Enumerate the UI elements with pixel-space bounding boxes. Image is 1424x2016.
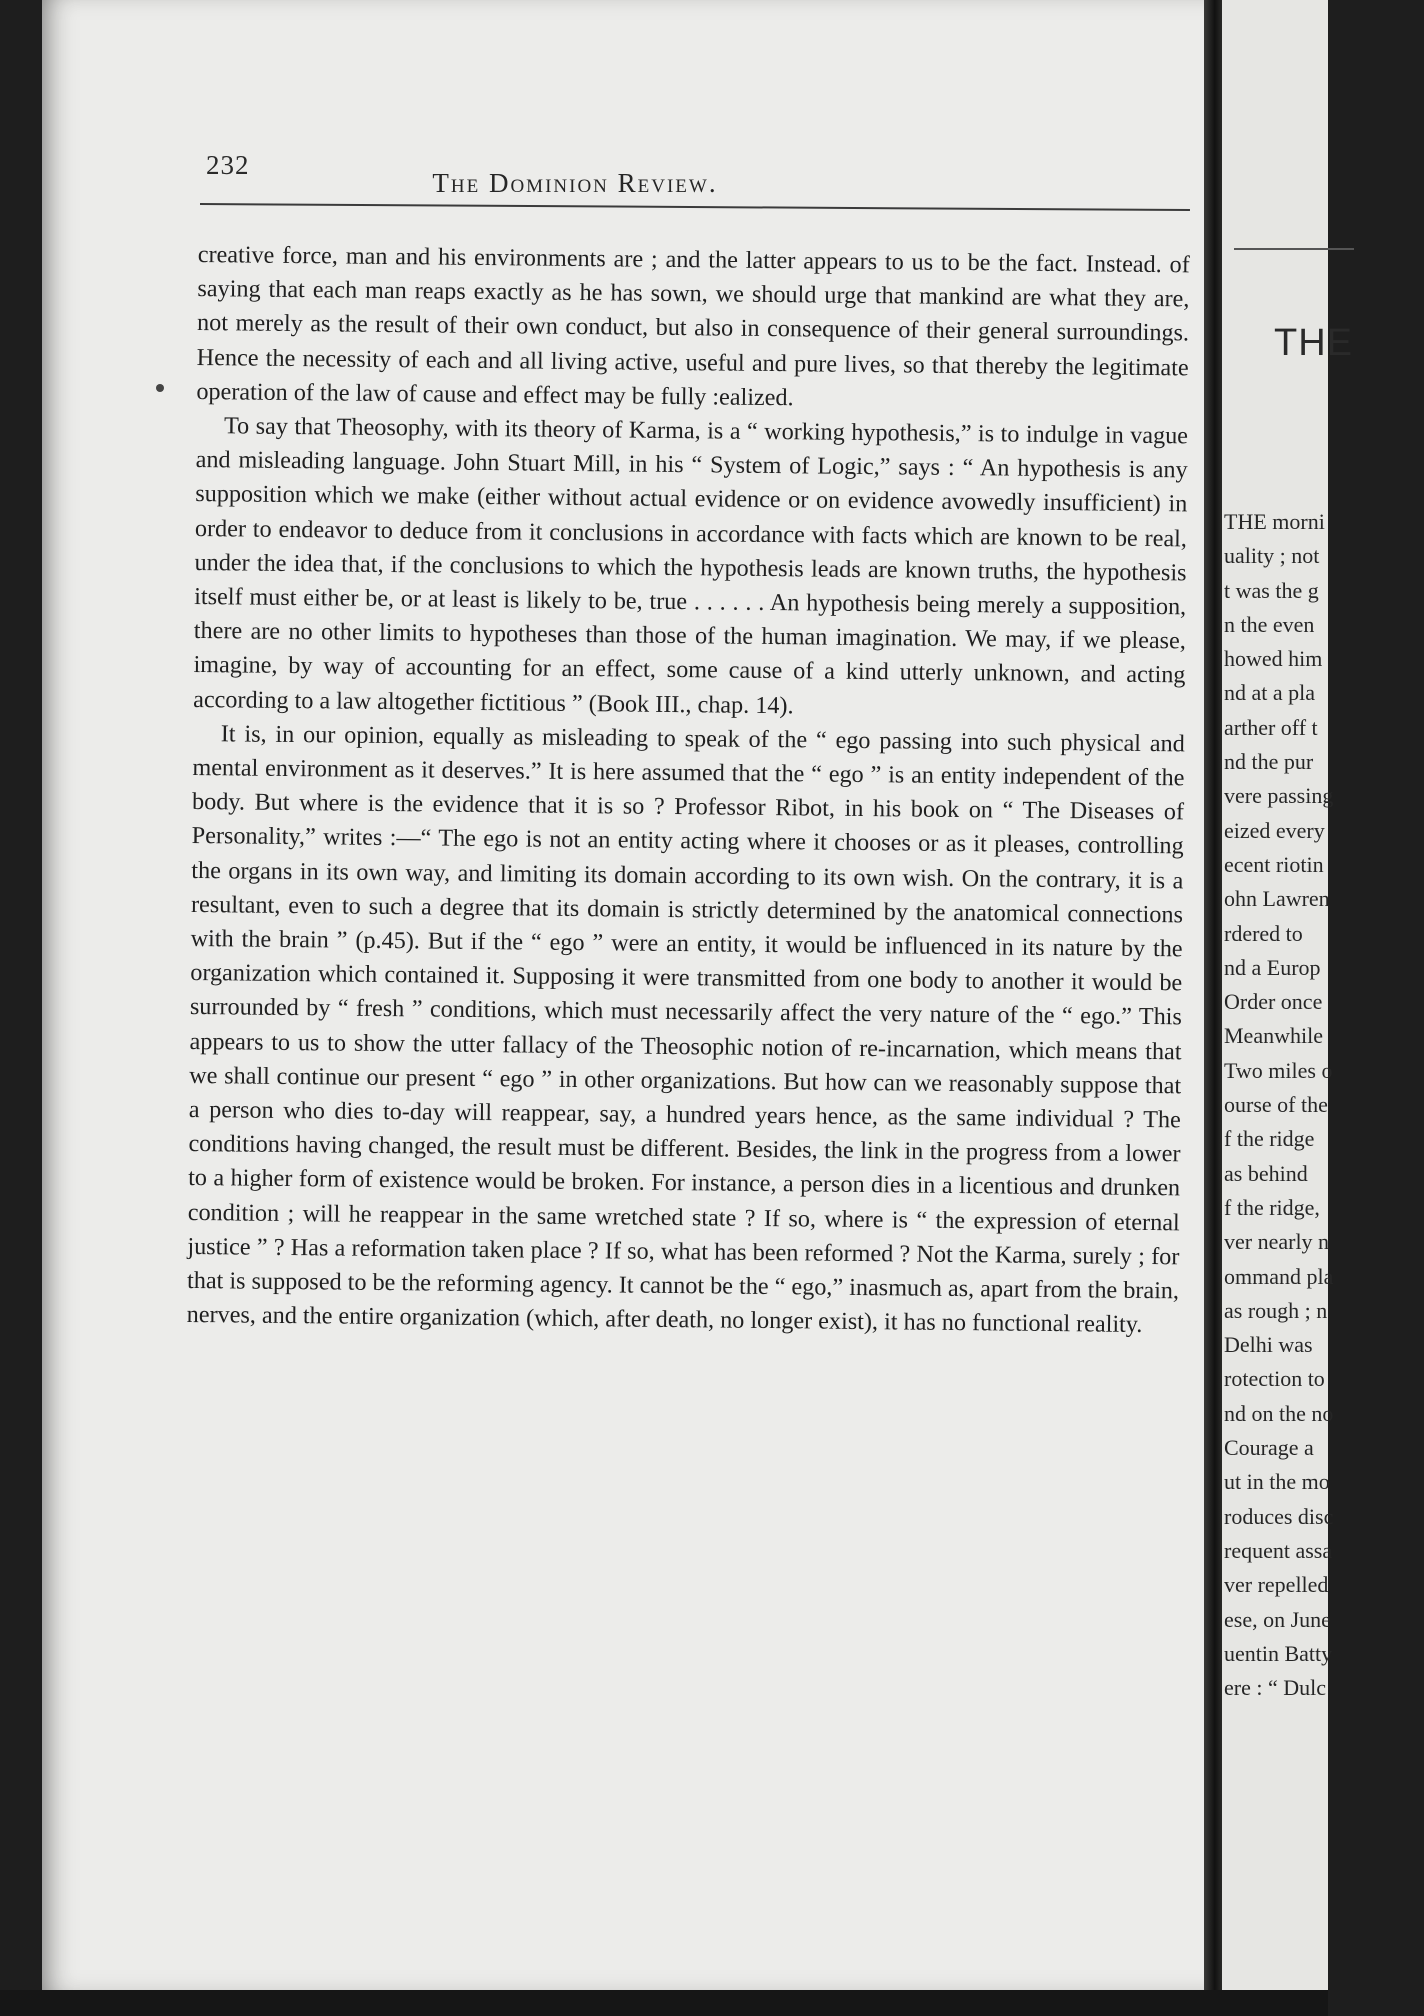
facing-line: ese, on June [1224,1606,1331,1632]
book-gutter [1204,0,1222,2016]
facing-line: THE morni [1224,509,1325,534]
facing-line: n the even [1224,611,1315,637]
facing-line: ut in the mo [1224,1469,1330,1495]
facing-line: Order once [1224,989,1323,1015]
facing-line: nd a Europ [1224,954,1321,980]
facing-line: Meanwhile [1224,1023,1323,1049]
facing-line: ecent riotin [1224,851,1324,877]
facing-line: f the ridge [1224,1126,1315,1152]
margin-mark [156,384,164,392]
page-number: 232 [206,150,250,180]
paragraph: It is, in our opinion, equally as misleading to speak of the “ ego passing into such physical and mental environment as it deserves.” It is here assumed that the “ ego ” is an entity independent of the body. But where is the evidence that it is so ? Professor Ribot, in his book on “ The Diseases of Personality,” writes :—“ The ego is not an entity acting where it chooses or as it pleases, controlling the organs in its own way, and limiting its domain according to its own wish. On the contrary, it is a resultant, even to such a degree that its domain is strictly determined by the anatomical connections with the brain ” (p.45). But if the “ ego ” were an entity, it would be influenced in its nature by the organization which contained it. Supposing it were transmitted from one body to another it would be surrounded by “ fresh ” conditions, which must necessarily affect the very nature of the “ ego.” This appears to us to show the utter fallacy of the Theosophic notion of re-incarnation, which means that we shall continue our present “ ego ” in other organizations. But how can we reasonably suppose that a person who dies to-day will reappear, say, a hundred years hence, as the same individual ? The conditions having changed, the result must be different. Besides, the link in the progress from a lower to a higher form of existence would be broken. For instance, a person dies in a licentious and drunken condition ; will he reappear in the same wretched state ? If so, where is “ the expression of eternal justice ” ? Has a reformation taken place ? If so, what has been reformed ? Not the Karma, surely ; for that is supposed to be the reforming agency. It cannot be the “ ego,” inasmuch as, apart from the brain, nerves, and the entire organization (which, after death, no longer exist), it has no functional reality. [186,720,1185,1339]
scan-bottom-edge [0,1990,1328,2016]
paragraph: To say that Theosophy, with its theory of Karma, is a “ working hypothesis,” is to indulge in vague and misleading language. John Stuart Mill, in his “ System of Logic,” says : “ An hypothesis is any supposition which we make (either without actual evidence or on evidence avowedly insufficient) in order to endeavor to deduce from it conclusions in accordance with facts which are known to be real, under the idea that, if the conclusions to which the hypothesis leads are known truths, the hypothesis itself must either be, or at least is likely to be, true . . . . . . An hypothesis being merely a supposition, there are no other limits to hypotheses than those of the human imagination. We may, if we please, imagine, by way of accounting for an effect, some cause of a kind utterly unknown, and acting according to a law altogether fictitious ” (Book III., chap. 14). [193,412,1189,719]
facing-page-edge [1222,0,1353,1990]
facing-line: ourse of the [1224,1092,1328,1118]
facing-line: Delhi was [1224,1332,1313,1358]
facing-line: nd at a pla [1224,680,1316,706]
facing-line: as rough ; n [1224,1297,1328,1323]
facing-line: howed him [1224,646,1323,672]
facing-page-title: THE [1274,322,1353,364]
facing-line: uentin Batty [1224,1640,1333,1666]
facing-line: nd on the no [1224,1400,1334,1426]
facing-page-lines [1224,505,1424,1705]
facing-line: ommand pla [1224,1263,1334,1289]
facing-line: ere : “ Dulc [1224,1675,1326,1701]
facing-line: Courage a [1224,1435,1314,1461]
article-body [187,238,1190,1343]
facing-line: f the ridge, [1224,1194,1320,1220]
facing-line: uality ; not [1224,543,1320,569]
facing-line: t was the g [1224,577,1319,603]
facing-line: requent assa [1224,1537,1333,1563]
facing-line: ohn Lawren [1224,886,1330,912]
facing-line: vere passing [1224,783,1334,809]
facing-line: Two miles o [1224,1057,1333,1083]
facing-line: rotection to [1224,1366,1325,1392]
facing-line: ver repelled [1224,1572,1329,1598]
facing-line: roduces disc [1224,1503,1334,1529]
running-head: The Dominion Review. [432,168,718,198]
facing-line: as behind [1224,1160,1308,1186]
facing-line: arther off t [1224,714,1318,740]
facing-line: eized every [1224,817,1325,843]
facing-page-rule [1234,248,1354,250]
paragraph: creative force, man and his environments are ; and the latter appears to us to be the fact. Instead. of saying that each man reaps exactly as he has sown, we should urge that mankind are what they are, not merely as the result of their own conduct, but also in consequence of their general surroundings. Hence the necessity of each and all living active, useful and pure lives, so that thereby the legitimate operation of the law of cause and effect may be fully :ealized. [196,240,1190,412]
facing-line: nd the pur [1224,749,1314,775]
facing-line: rdered to [1224,920,1303,946]
facing-line: ver nearly n [1224,1229,1330,1255]
